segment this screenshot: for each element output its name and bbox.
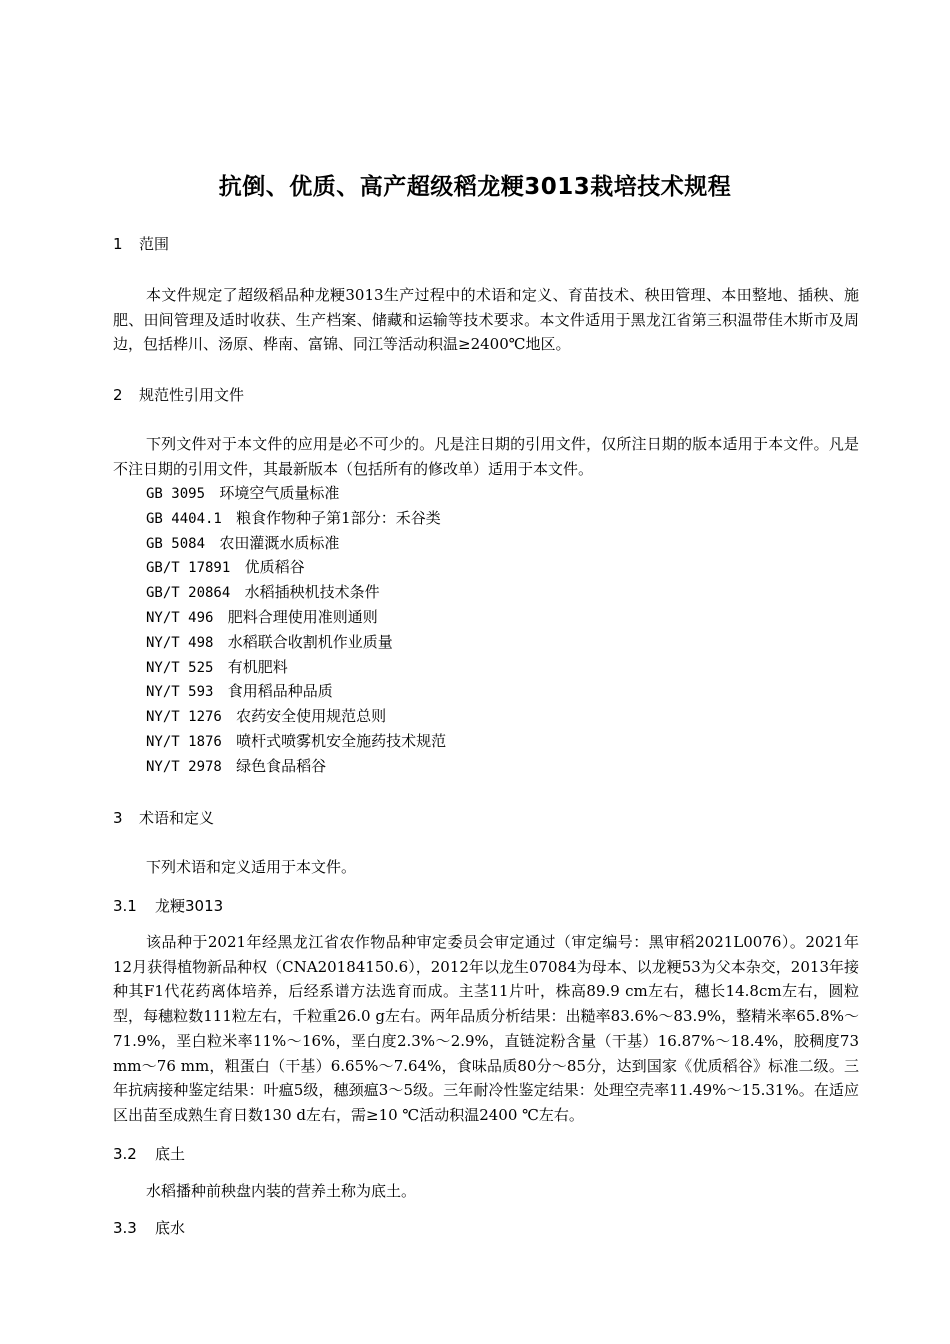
reference-title: 绿色食品稻谷 <box>236 756 327 775</box>
reference-title: 农药安全使用规范总则 <box>236 707 387 726</box>
reference-code: GB 4404.1 <box>146 510 222 527</box>
reference-code: GB/T 20864 <box>146 585 231 602</box>
reference-item <box>146 580 446 605</box>
subsection-3-2-heading <box>113 1143 185 1164</box>
reference-item <box>146 481 446 506</box>
section-2-heading <box>113 384 244 405</box>
reference-item <box>146 729 446 754</box>
subsection-title: 底水 <box>155 1219 186 1237</box>
reference-code: NY/T 525 <box>146 659 214 676</box>
section-number: 3 <box>113 809 123 827</box>
section-title: 范围 <box>139 235 170 253</box>
reference-code: NY/T 1276 <box>146 709 222 726</box>
section-title: 术语和定义 <box>139 809 215 827</box>
subsection-title: 龙粳3013 <box>155 897 224 915</box>
subsection-number: 3.1 <box>113 897 137 915</box>
subsection-number: 3.2 <box>113 1145 137 1163</box>
section-number: 1 <box>113 235 123 253</box>
reference-code: NY/T 498 <box>146 634 214 651</box>
reference-title: 农田灌溉水质标准 <box>219 533 340 552</box>
reference-item <box>146 655 446 680</box>
reference-item <box>146 704 446 729</box>
subsection-3-3-heading <box>113 1217 185 1238</box>
reference-item <box>146 754 446 779</box>
subsoil-definition-paragraph: 水稻播种前秧盘内装的营养土称为底土。 <box>146 1182 417 1200</box>
section-3-heading <box>113 807 214 828</box>
reference-list <box>146 481 446 779</box>
reference-title: 粮食作物种子第1部分：禾谷类 <box>236 508 441 527</box>
normative-references-intro: 下列文件对于本文件的应用是必不可少的。凡是注日期的引用文件，仅所注日期的版本适用于本文件。凡是不注日期的引用文件，其最新版本（包括所有的修改单）适用于本文件。 <box>113 435 859 478</box>
section-number: 2 <box>113 386 123 404</box>
subsection-3-1-heading <box>113 895 223 916</box>
reference-item <box>146 506 446 531</box>
terms-intro-paragraph: 下列术语和定义适用于本文件。 <box>146 858 357 876</box>
subsection-number: 3.3 <box>113 1219 137 1237</box>
reference-title: 水稻插秧机技术条件 <box>244 583 380 602</box>
variety-description-paragraph: 该品种于2021年经黑龙江省农作物品种审定委员会审定通过（审定编号：黑审稻2021L0076）。2021年12月获得植物新品种权（CNA20184150.6），2012年以龙生07084为母本、以龙粳53为父本杂交，2013年接种其F1代花药离体培养，后经系谱方法选育而成。主茎11片叶，株高89.9 cm左右，穗长14.8cm左右，圆粒型，每穗粒数111粒左右，千粒重26.0 g左右。两年品质分析结果：出糙率83.6%～83.9%，整精米率65.8%～71.9%，垩白粒米率11%～16%，垩白度2.3%～2.9%，直链淀粉含量（干基）16.87%～18.4%，胶稠度73 mm～76 mm，粗蛋白（干基）6.65%～7.64%，食味品质80分～85分，达到国家《优质稻谷》标准二级。三年抗病接种鉴定结果：叶瘟5级，穗颈瘟3～5级。三年耐冷性鉴定结果：处理空壳率11.49%～15.31%。在适应区出苗至成熟生育日数130 d左右，需≥10 ℃活动积温2400 ℃左右。 <box>113 933 859 1124</box>
reference-code: GB/T 17891 <box>146 560 231 577</box>
reference-code: NY/T 2978 <box>146 758 222 775</box>
reference-item <box>146 605 446 630</box>
reference-code: NY/T 496 <box>146 609 214 626</box>
reference-title: 喷杆式喷雾机安全施药技术规范 <box>236 731 447 750</box>
reference-title: 食用稻品种品质 <box>227 682 333 701</box>
section-1-heading <box>113 233 169 254</box>
reference-code: NY/T 1876 <box>146 733 222 750</box>
reference-title: 优质稻谷 <box>244 558 305 577</box>
reference-title: 水稻联合收割机作业质量 <box>227 632 393 651</box>
reference-title: 环境空气质量标准 <box>219 484 340 502</box>
reference-item <box>146 555 446 580</box>
scope-paragraph: 本文件规定了超级稻品种龙粳3013生产过程中的术语和定义、育苗技术、秧田管理、本田整地、插秧、施肥、田间管理及适时收获、生产档案、储藏和运输等技术要求。本文件适用于黑龙江省第三积温带佳木斯市及周边，包括桦川、汤原、桦南、富锦、同江等活动积温≥2400℃地区。 <box>113 286 859 354</box>
reference-item <box>146 679 446 704</box>
reference-item <box>146 531 446 556</box>
reference-title: 肥料合理使用准则通则 <box>227 607 378 626</box>
reference-code: GB 3095 <box>146 486 206 502</box>
subsection-title: 底土 <box>155 1145 186 1163</box>
reference-title: 有机肥料 <box>227 657 288 676</box>
document-title: 抗倒、优质、高产超级稻龙粳3013栽培技术规程 <box>218 174 732 200</box>
reference-code: GB 5084 <box>146 535 206 552</box>
reference-code: NY/T 593 <box>146 684 214 701</box>
section-title: 规范性引用文件 <box>139 386 245 404</box>
reference-item <box>146 630 446 655</box>
